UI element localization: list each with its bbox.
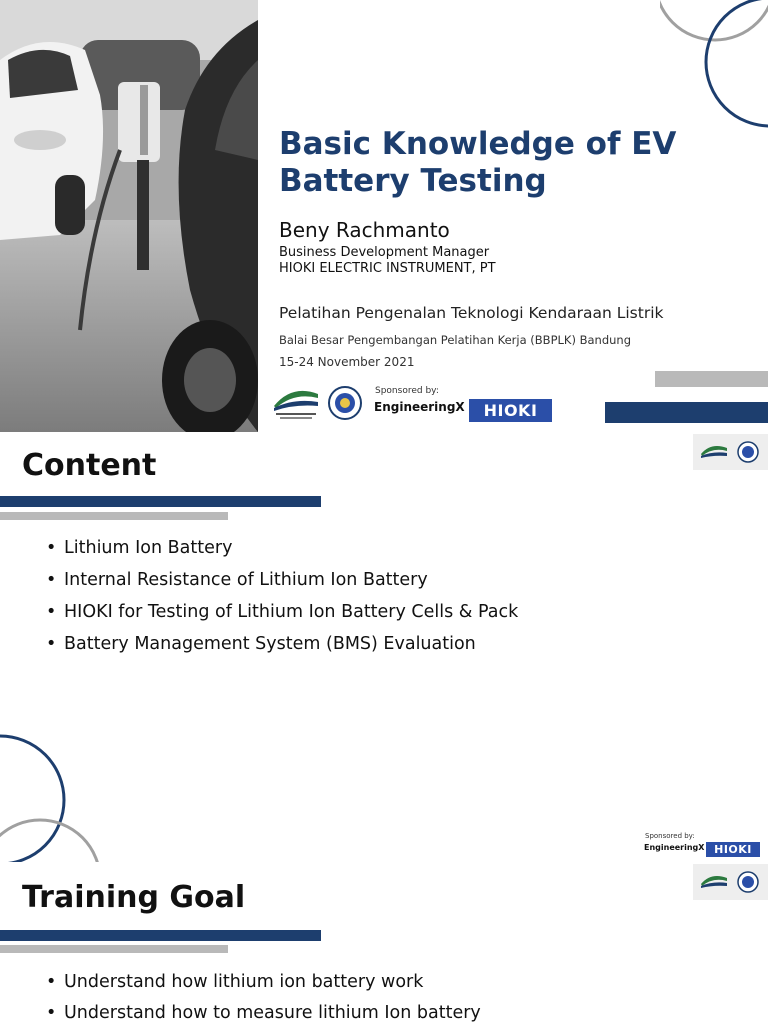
partner-logos-box [693,434,768,470]
heading-underline-gray [0,512,228,520]
content-slide [0,432,768,862]
engineeringx-logo: EngineeringX [644,843,705,852]
presenter-role: Business Development Manager [279,245,490,260]
decorative-circles [0,722,110,862]
heading-underline-navy [0,930,321,941]
gray-accent-bar [655,371,768,387]
title-slide [0,0,768,432]
presentation-title: Basic Knowledge of EV Battery Testing [279,126,677,199]
training-goal-heading: Training Goal [22,880,246,915]
content-heading: Content [22,448,157,483]
sponsored-by-label: Sponsored by: [375,386,439,396]
presenter-company: HIOKI ELECTRIC INSTRUMENT, PT [279,261,496,276]
event-date: 15-24 November 2021 [279,355,415,369]
presenter-role-block [279,245,496,277]
training-goal-slide [0,862,768,1024]
list-item: • Understand how to measure lithium Ion battery [46,1003,481,1024]
event-name: Pelatihan Pengenalan Teknologi Kendaraan Listrik [279,304,664,322]
ncsett-logo [272,384,322,420]
heading-underline-gray [0,945,228,953]
navy-accent-bar [605,402,768,423]
list-item: • Internal Resistance of Lithium Ion Battery [46,570,518,602]
university-seal-logo [327,385,363,421]
list-item: • Lithium Ion Battery [46,538,518,570]
event-venue: Balai Besar Pengembangan Pelatihan Kerja (BBPLK) Bandung [279,333,631,347]
list-item: • HIOKI for Testing of Lithium Ion Battery Cells & Pack [46,602,518,634]
goal-list [46,972,481,1024]
sponsored-by-label: Sponsored by: [645,832,695,840]
presenter-name: Beny Rachmanto [279,218,450,242]
hioki-logo: HIOKI [469,399,552,422]
ev-charging-photo [0,0,258,432]
decorative-circles [660,0,768,140]
heading-underline-navy [0,496,321,507]
list-item: • Understand how lithium ion battery work [46,972,481,1003]
engineeringx-logo: EngineeringX [374,400,465,414]
partner-logos-box [693,864,768,900]
content-list [46,538,518,666]
list-item: • Battery Management System (BMS) Evaluation [46,634,518,666]
hioki-logo: HIOKI [706,842,760,857]
